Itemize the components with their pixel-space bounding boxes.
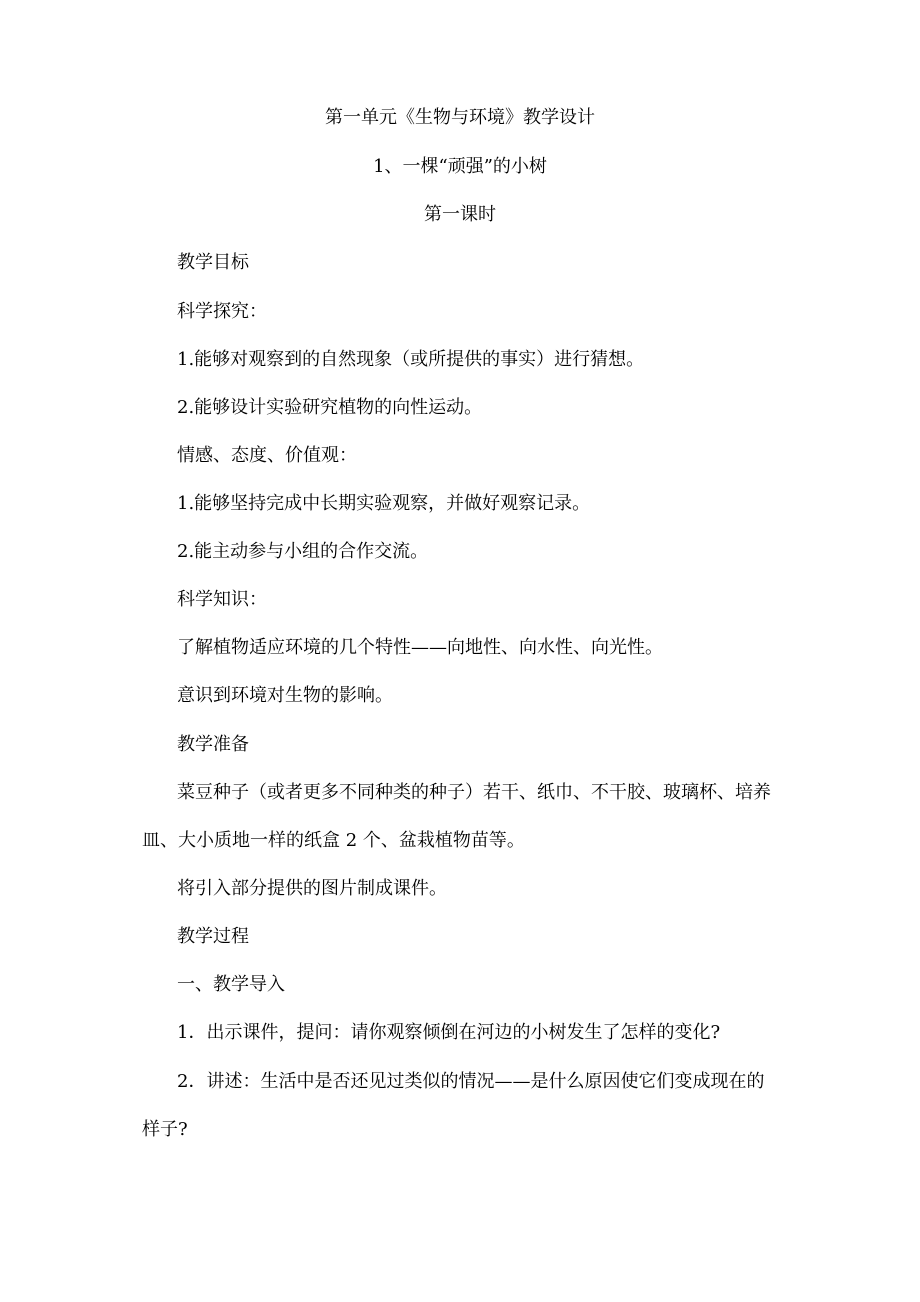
attitude-heading: 情感、态度、价值观： [177,445,357,466]
inquiry-item-1: 1.能够对观察到的自然现象（或所提供的事实）进行猜想。 [177,349,645,370]
preparation-para1-line2: 皿、大小质地一样的纸盒 2 个、盆栽植物苗等。 [142,830,525,851]
knowledge-item-2: 意识到环境对生物的影响。 [177,685,393,706]
period-title: 第一课时 [424,204,496,225]
preparation-heading: 教学准备 [177,734,249,755]
lesson-title: 1、一棵“顽强”的小树 [373,156,547,177]
process-heading: 教学过程 [177,926,249,947]
objectives-heading: 教学目标 [177,252,249,273]
preparation-para2: 将引入部分提供的图片制成课件。 [177,878,447,899]
knowledge-item-1: 了解植物适应环境的几个特性——向地性、向水性、向光性。 [177,637,663,658]
attitude-item-1: 1.能够坚持完成中长期实验观察，并做好观察记录。 [177,493,591,514]
process-step-1: 1．出示课件，提问：请你观察倾倒在河边的小树发生了怎样的变化? [177,1022,721,1043]
inquiry-heading: 科学探究： [177,301,267,322]
preparation-para1-line1: 菜豆种子（或者更多不同种类的种子）若干、纸巾、不干胶、玻璃杯、培养 [177,782,771,803]
unit-title: 第一单元《生物与环境》教学设计 [325,107,595,128]
process-section-1: 一、教学导入 [177,974,285,995]
attitude-item-2: 2.能主动参与小组的合作交流。 [177,541,429,562]
inquiry-item-2: 2.能够设计实验研究植物的向性运动。 [177,397,483,418]
process-step-2-line1: 2．讲述：生活中是否还见过类似的情况——是什么原因使它们变成现在的 [177,1071,765,1092]
knowledge-heading: 科学知识： [177,589,267,610]
process-step-2-line2: 样子? [142,1119,188,1140]
